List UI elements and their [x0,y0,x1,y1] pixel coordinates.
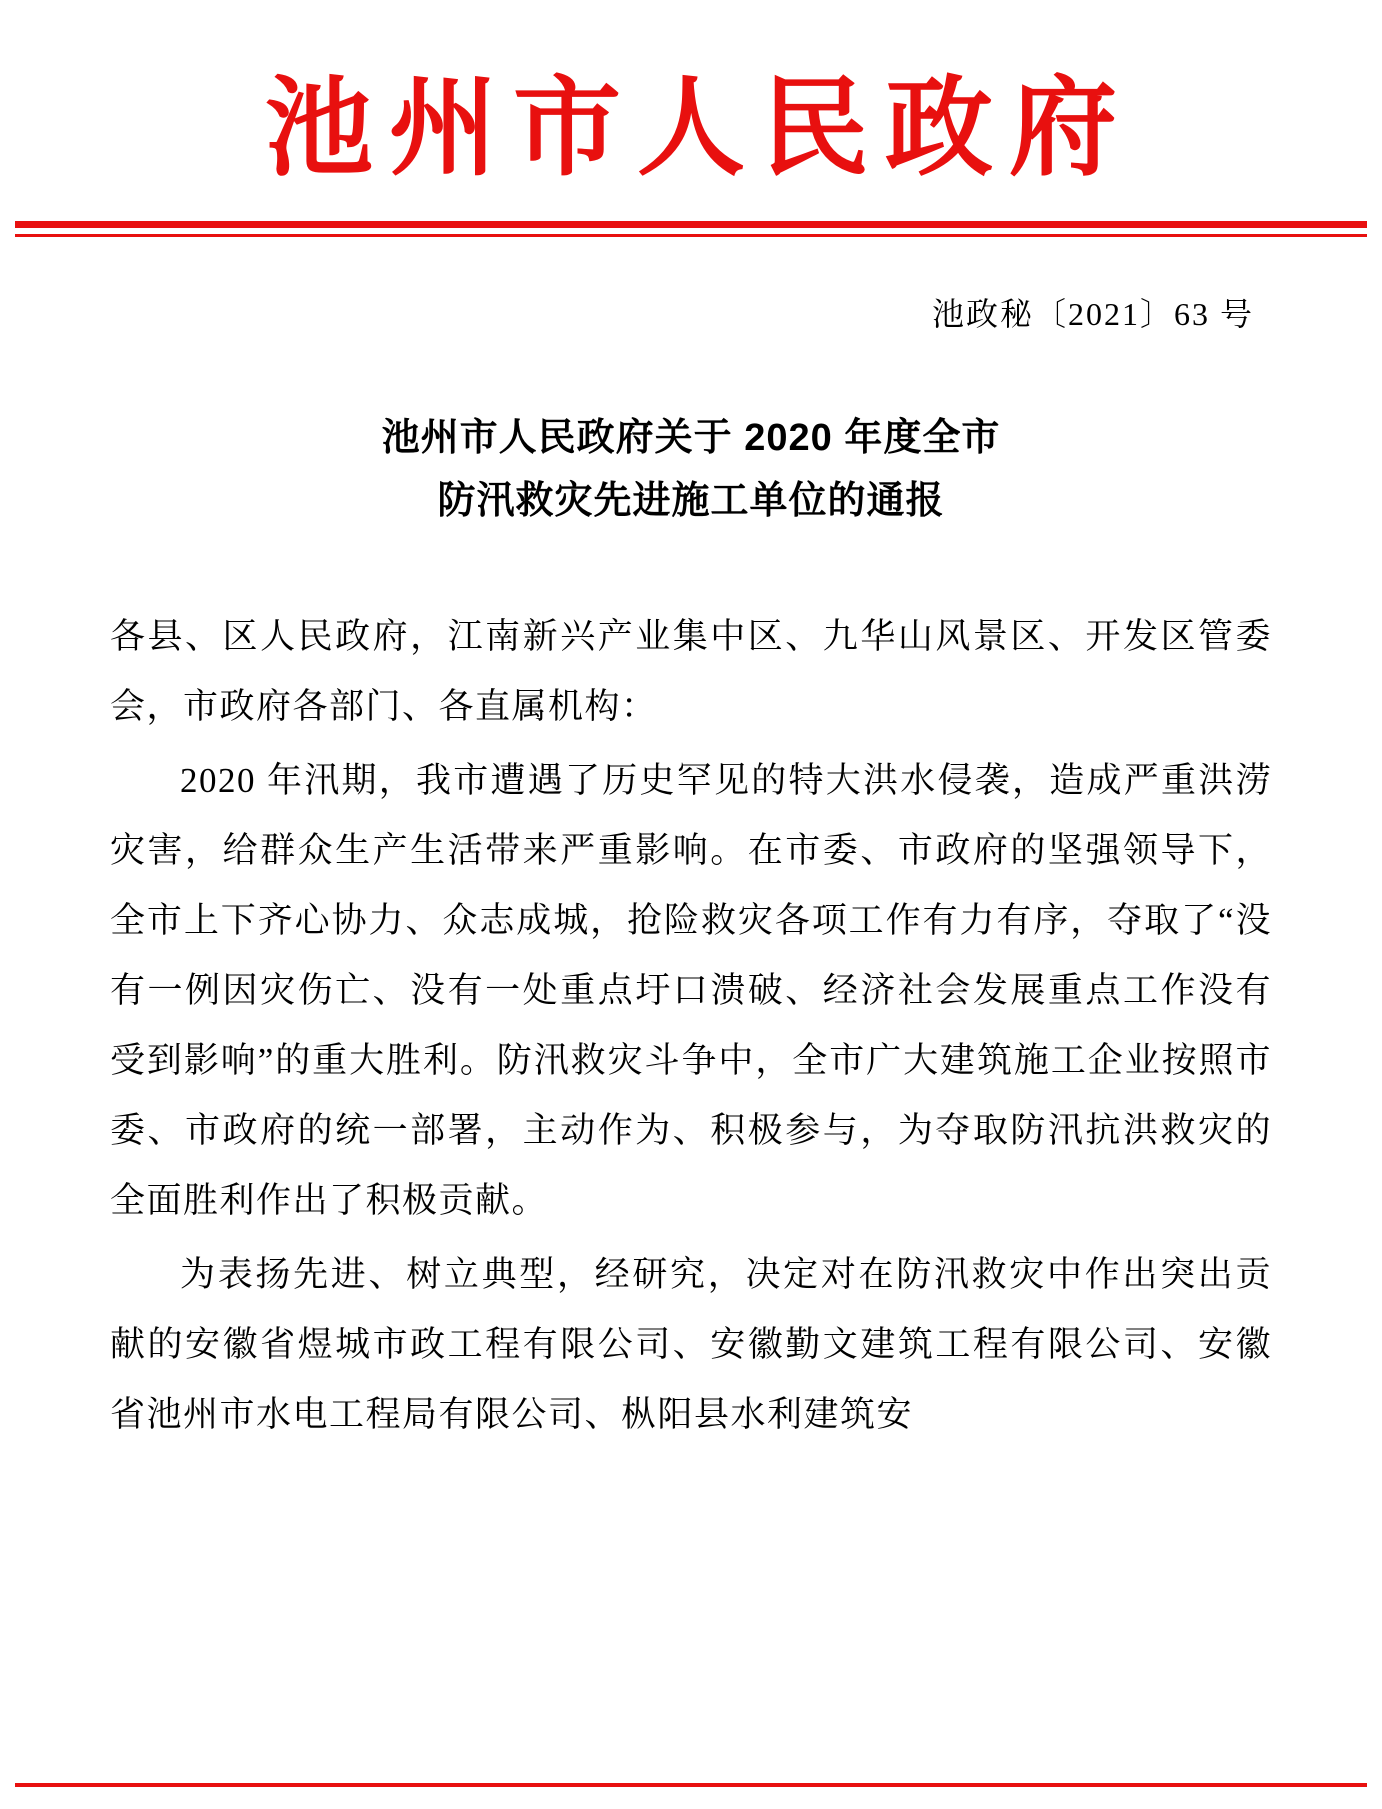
document-header [110,0,1272,237]
subject-line-2: 防汛救灾先进施工单位的通报 [437,479,945,522]
footer-divider [15,1783,1367,1787]
document-body [110,602,1272,1450]
body-paragraph-1: 2020 年汛期，我市遭遇了历史罕见的特大洪水侵袭，造成严重洪涝灾害，给群众生产生活带来严重影响。在市委、市政府的坚强领导下，全市上下齐心协力、众志成城，抢险救灾各项工作有力有序，夺取了“没有一例因灾伤亡、没有一处重点圩口溃破、经济社会发展重点工作没有受到影响”的重大胜利。防汛救灾斗争中，全市广大建筑施工企业按照市委、市政府的统一部署，主动作为、积极参与，为夺取防汛抗洪救灾的全面胜利作出了积极贡献。 [110,761,1272,1221]
divider-thin-rule [15,234,1367,237]
recipients-paragraph: 各县、区人民政府，江南新兴产业集中区、九华山风景区、开发区管委会，市政府各部门、各直属机构： [110,617,1272,727]
header-divider [15,221,1367,237]
issuer-title: 池州市人民政府 [264,70,1133,189]
body-paragraph-2: 为表扬先进、树立典型，经研究，决定对在防汛救灾中作出突出贡献的安徽省煜城市政工程有限公司、安徽勤文建筑工程有限公司、安徽省池州市水电工程局有限公司、枞阳县水利建筑安 [110,1255,1272,1435]
divider-thick-rule [15,221,1367,228]
document-number: 池政秘〔2021〕63 号 [931,296,1254,332]
subject-line-1: 池州市人民政府关于 2020 年度全市 [381,417,1001,459]
document-subject [110,407,1272,532]
